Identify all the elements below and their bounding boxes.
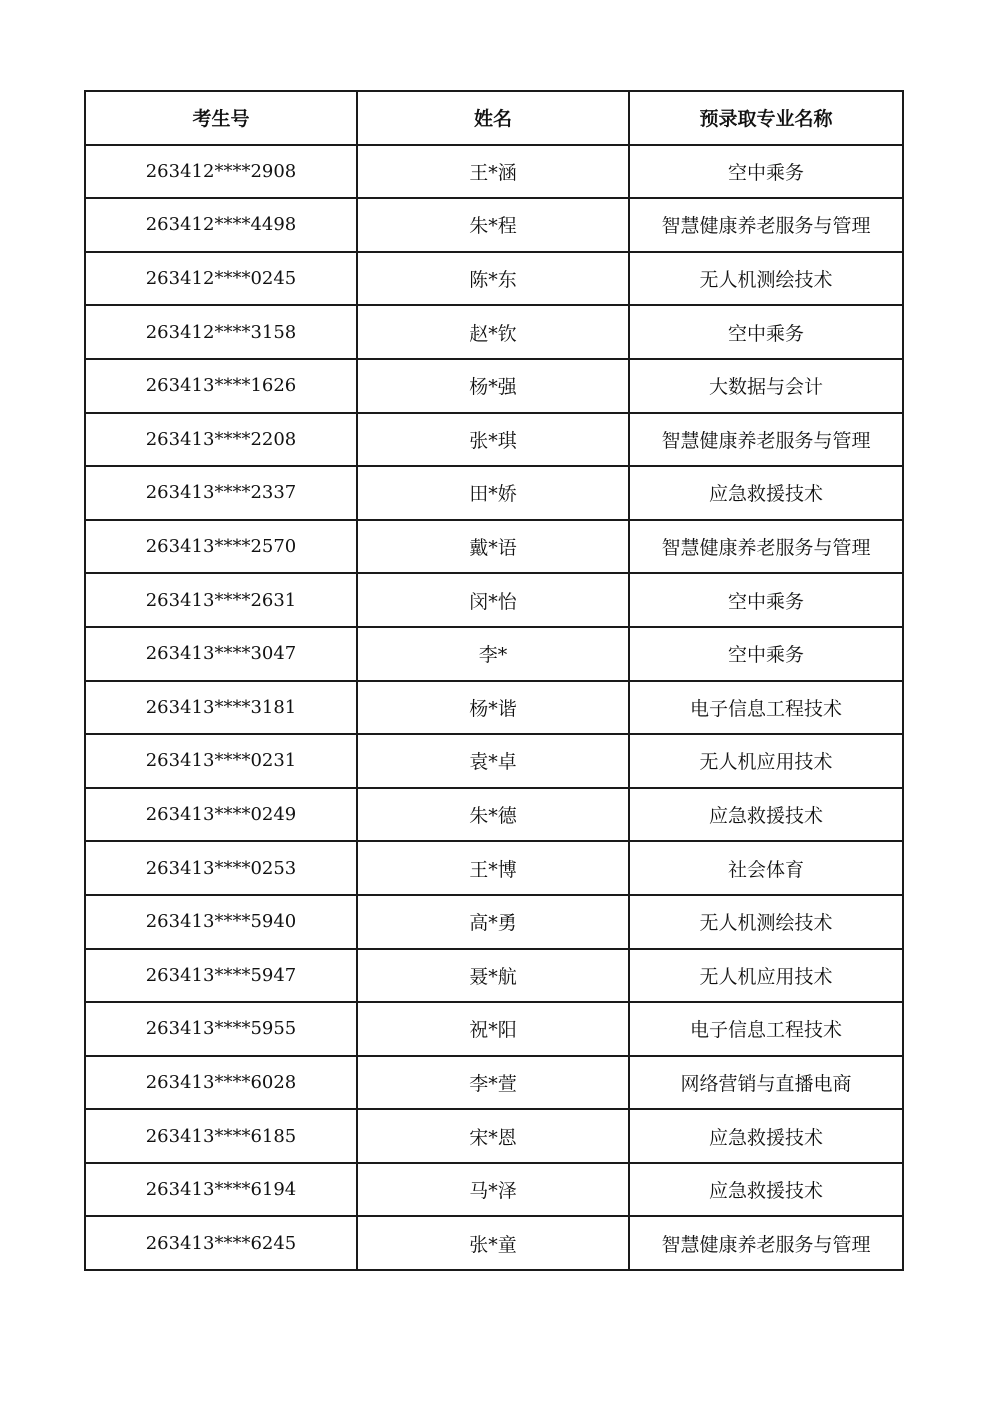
table-row (85, 413, 903, 467)
cell-student-name: 朱*程 (357, 198, 629, 252)
table-body (85, 145, 903, 1270)
cell-major-name: 空中乘务 (629, 145, 903, 199)
cell-major-name: 智慧健康养老服务与管理 (629, 413, 903, 467)
header-name: 姓名 (357, 91, 629, 145)
header-major: 预录取专业名称 (629, 91, 903, 145)
table-row (85, 1216, 903, 1270)
cell-major-name: 大数据与会计 (629, 359, 903, 413)
table-row (85, 1109, 903, 1163)
table-row (85, 1163, 903, 1217)
cell-major-name: 空中乘务 (629, 573, 903, 627)
cell-student-name: 聂*航 (357, 949, 629, 1003)
cell-student-name: 王*涵 (357, 145, 629, 199)
cell-exam-number: 263413****6194 (85, 1163, 357, 1217)
cell-exam-number: 263413****3047 (85, 627, 357, 681)
cell-major-name: 无人机应用技术 (629, 949, 903, 1003)
table-row (85, 681, 903, 735)
cell-exam-number: 263412****0245 (85, 252, 357, 306)
cell-major-name: 应急救援技术 (629, 788, 903, 842)
cell-exam-number: 263413****2337 (85, 466, 357, 520)
cell-major-name: 空中乘务 (629, 305, 903, 359)
cell-major-name: 无人机测绘技术 (629, 895, 903, 949)
cell-student-name: 宋*恩 (357, 1109, 629, 1163)
table-row (85, 627, 903, 681)
table-row (85, 734, 903, 788)
cell-student-name: 张*琪 (357, 413, 629, 467)
cell-exam-number: 263413****6028 (85, 1056, 357, 1110)
cell-major-name: 智慧健康养老服务与管理 (629, 1216, 903, 1270)
cell-exam-number: 263412****2908 (85, 145, 357, 199)
cell-major-name: 网络营销与直播电商 (629, 1056, 903, 1110)
table-row (85, 573, 903, 627)
cell-student-name: 田*娇 (357, 466, 629, 520)
cell-major-name: 社会体育 (629, 841, 903, 895)
table-row (85, 895, 903, 949)
cell-exam-number: 263413****2570 (85, 520, 357, 574)
cell-exam-number: 263413****6185 (85, 1109, 357, 1163)
cell-exam-number: 263413****2631 (85, 573, 357, 627)
cell-major-name: 智慧健康养老服务与管理 (629, 520, 903, 574)
cell-major-name: 空中乘务 (629, 627, 903, 681)
cell-major-name: 应急救援技术 (629, 1163, 903, 1217)
cell-major-name: 电子信息工程技术 (629, 681, 903, 735)
cell-major-name: 智慧健康养老服务与管理 (629, 198, 903, 252)
table-header-row (85, 91, 903, 145)
table-row (85, 1056, 903, 1110)
cell-exam-number: 263413****6245 (85, 1216, 357, 1270)
cell-exam-number: 263412****3158 (85, 305, 357, 359)
admission-list-table (84, 90, 904, 1271)
cell-student-name: 祝*阳 (357, 1002, 629, 1056)
cell-exam-number: 263413****3181 (85, 681, 357, 735)
table-row (85, 520, 903, 574)
cell-exam-number: 263413****2208 (85, 413, 357, 467)
cell-exam-number: 263413****5955 (85, 1002, 357, 1056)
cell-exam-number: 263413****5940 (85, 895, 357, 949)
cell-student-name: 杨*谐 (357, 681, 629, 735)
cell-student-name: 杨*强 (357, 359, 629, 413)
cell-student-name: 王*博 (357, 841, 629, 895)
cell-major-name: 电子信息工程技术 (629, 1002, 903, 1056)
cell-student-name: 闵*怡 (357, 573, 629, 627)
table-row (85, 841, 903, 895)
cell-student-name: 朱*德 (357, 788, 629, 842)
table-row (85, 466, 903, 520)
cell-major-name: 无人机测绘技术 (629, 252, 903, 306)
table-row (85, 359, 903, 413)
cell-exam-number: 263413****5947 (85, 949, 357, 1003)
cell-student-name: 高*勇 (357, 895, 629, 949)
cell-exam-number: 263413****1626 (85, 359, 357, 413)
cell-exam-number: 263412****4498 (85, 198, 357, 252)
cell-student-name: 陈*东 (357, 252, 629, 306)
table-row (85, 145, 903, 199)
cell-exam-number: 263413****0249 (85, 788, 357, 842)
table-row (85, 949, 903, 1003)
header-exam-number: 考生号 (85, 91, 357, 145)
cell-major-name: 应急救援技术 (629, 466, 903, 520)
table-row (85, 252, 903, 306)
cell-exam-number: 263413****0253 (85, 841, 357, 895)
cell-student-name: 戴*语 (357, 520, 629, 574)
table-row (85, 305, 903, 359)
cell-exam-number: 263413****0231 (85, 734, 357, 788)
cell-student-name: 马*泽 (357, 1163, 629, 1217)
cell-student-name: 袁*卓 (357, 734, 629, 788)
cell-major-name: 无人机应用技术 (629, 734, 903, 788)
cell-major-name: 应急救援技术 (629, 1109, 903, 1163)
table-row (85, 198, 903, 252)
cell-student-name: 李* (357, 627, 629, 681)
table-row (85, 788, 903, 842)
cell-student-name: 张*童 (357, 1216, 629, 1270)
table-row (85, 1002, 903, 1056)
cell-student-name: 李*萱 (357, 1056, 629, 1110)
cell-student-name: 赵*钦 (357, 305, 629, 359)
